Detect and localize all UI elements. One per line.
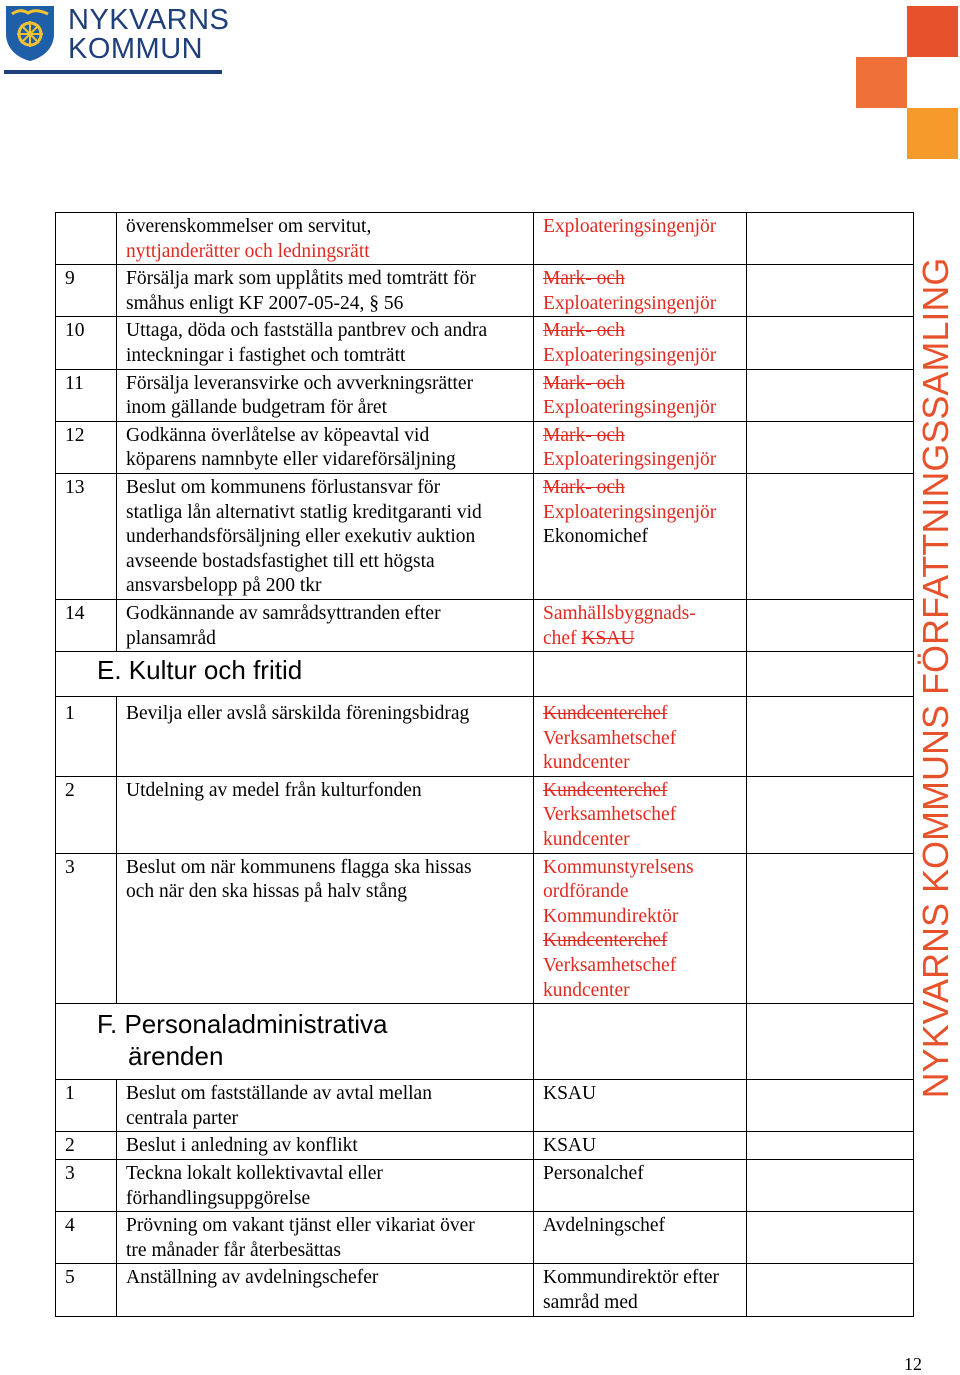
row-number: 4 xyxy=(56,1212,117,1264)
row-description: Uttaga, döda och fastställa pantbrev och andra inteckningar i fastighet och tomträtt xyxy=(117,317,534,369)
table-row xyxy=(56,265,914,317)
row-number: 1 xyxy=(56,1080,117,1132)
row-description: Försälja leveransvirke och avverkningsrätter inom gällande budgetram för året xyxy=(117,369,534,421)
table-row xyxy=(56,776,914,853)
logo-wordmark: NYKVARNS KOMMUN xyxy=(68,4,230,65)
side-title: NYKVARNS KOMMUNS FÖRFATTNINGSSAMLING xyxy=(915,257,956,1099)
table-row xyxy=(56,599,914,651)
logo-underline xyxy=(4,70,222,74)
row-number: 3 xyxy=(56,1160,117,1212)
row-delegate: Kommunstyrelsens ordförande Kommundirektör Kundcenterchef Verksamhetschef kundcenter xyxy=(534,853,747,1004)
row-delegate: Avdelningschef xyxy=(534,1212,747,1264)
row-delegate: Samhällsbyggnads- chef KSAU xyxy=(534,599,747,651)
row-description: överenskommelser om servitut, nyttjanderätter och ledningsrätt xyxy=(117,213,534,265)
row-description: Bevilja eller avslå särskilda föreningsbidrag xyxy=(117,697,534,777)
section-row xyxy=(56,652,914,697)
row-delegate: Personalchef xyxy=(534,1160,747,1212)
row-description: Beslut om när kommunens flagga ska hissas och när den ska hissas på halv stång xyxy=(117,853,534,1004)
delegation-table xyxy=(55,212,914,1317)
row-delegate: Kundcenterchef Verksamhetschef kundcenter xyxy=(534,697,747,777)
shield-icon xyxy=(4,4,56,62)
row-note xyxy=(747,421,914,473)
decor-square-orange xyxy=(856,57,907,108)
table-row xyxy=(56,1212,914,1264)
table-row xyxy=(56,1160,914,1212)
table-row xyxy=(56,213,914,265)
row-note xyxy=(747,599,914,651)
row-delegate: Exploateringsingenjör xyxy=(534,213,747,265)
row-description: Beslut om fastställande av avtal mellan centrala parter xyxy=(117,1080,534,1132)
row-note xyxy=(747,697,914,777)
row-number: 12 xyxy=(56,421,117,473)
section-heading-f: F. Personaladministrativa ärenden xyxy=(56,1004,534,1080)
table-row xyxy=(56,1080,914,1132)
row-description: Beslut i anledning av konflikt xyxy=(117,1132,534,1160)
row-delegate xyxy=(534,652,747,697)
row-number: 11 xyxy=(56,369,117,421)
row-number: 14 xyxy=(56,599,117,651)
row-delegate: Kundcenterchef Verksamhetschef kundcenter xyxy=(534,776,747,853)
row-note xyxy=(747,1212,914,1264)
row-description: Teckna lokalt kollektivavtal eller förhandlingsuppgörelse xyxy=(117,1160,534,1212)
table-row xyxy=(56,1132,914,1160)
row-number: 3 xyxy=(56,853,117,1004)
table-row xyxy=(56,317,914,369)
row-description: Prövning om vakant tjänst eller vikariat över tre månader får återbesättas xyxy=(117,1212,534,1264)
row-note xyxy=(747,265,914,317)
row-number: 5 xyxy=(56,1264,117,1316)
row-number: 2 xyxy=(56,776,117,853)
row-note xyxy=(747,776,914,853)
row-number: 1 xyxy=(56,697,117,777)
row-delegate: Mark- och Exploateringsingenjör Ekonomichef xyxy=(534,473,747,599)
row-delegate xyxy=(534,1004,747,1080)
row-delegate: Kommundirektör efter samråd med xyxy=(534,1264,747,1316)
row-description: Godkännande av samrådsyttranden efter plansamråd xyxy=(117,599,534,651)
row-delegate: KSAU xyxy=(534,1132,747,1160)
row-note xyxy=(747,1264,914,1316)
row-description: Beslut om kommunens förlustansvar för statliga lån alternativt statlig kreditgaranti vid underhandsförsäljning eller exekutiv auktion avseende bostadsfastighet till ett högsta ansvarsbelopp på 200 tkr xyxy=(117,473,534,599)
row-description: Godkänna överlåtelse av köpeavtal vid köparens namnbyte eller vidareförsäljning xyxy=(117,421,534,473)
row-number xyxy=(56,213,117,265)
row-description: Försälja mark som upplåtits med tomträtt för småhus enligt KF 2007-05-24, § 56 xyxy=(117,265,534,317)
row-note xyxy=(747,1160,914,1212)
section-heading-e: E. Kultur och fritid xyxy=(56,652,534,697)
row-number: 9 xyxy=(56,265,117,317)
table-row xyxy=(56,853,914,1004)
row-note xyxy=(747,473,914,599)
row-delegate: Mark- och Exploateringsingenjör xyxy=(534,369,747,421)
table-row xyxy=(56,369,914,421)
row-number: 2 xyxy=(56,1132,117,1160)
table-row xyxy=(56,697,914,777)
row-note xyxy=(747,1004,914,1080)
row-note xyxy=(747,1080,914,1132)
section-row xyxy=(56,1004,914,1080)
row-note xyxy=(747,369,914,421)
row-delegate: KSAU xyxy=(534,1080,747,1132)
row-delegate: Mark- och Exploateringsingenjör xyxy=(534,421,747,473)
row-note xyxy=(747,317,914,369)
row-delegate: Mark- och Exploateringsingenjör xyxy=(534,265,747,317)
row-note xyxy=(747,652,914,697)
row-delegate: Mark- och Exploateringsingenjör xyxy=(534,317,747,369)
kommun-logo xyxy=(4,4,230,76)
decor-square-amber xyxy=(907,108,958,159)
row-description: Anställning av avdelningschefer xyxy=(117,1264,534,1316)
row-note xyxy=(747,213,914,265)
page-number: 12 xyxy=(904,1354,922,1374)
row-note xyxy=(747,1132,914,1160)
table-row xyxy=(56,421,914,473)
row-note xyxy=(747,853,914,1004)
row-number: 13 xyxy=(56,473,117,599)
side-title-wrap xyxy=(912,216,960,1140)
table-row xyxy=(56,473,914,599)
row-description: Utdelning av medel från kulturfonden xyxy=(117,776,534,853)
table-row xyxy=(56,1264,914,1316)
decor-square-red xyxy=(907,6,958,57)
row-number: 10 xyxy=(56,317,117,369)
